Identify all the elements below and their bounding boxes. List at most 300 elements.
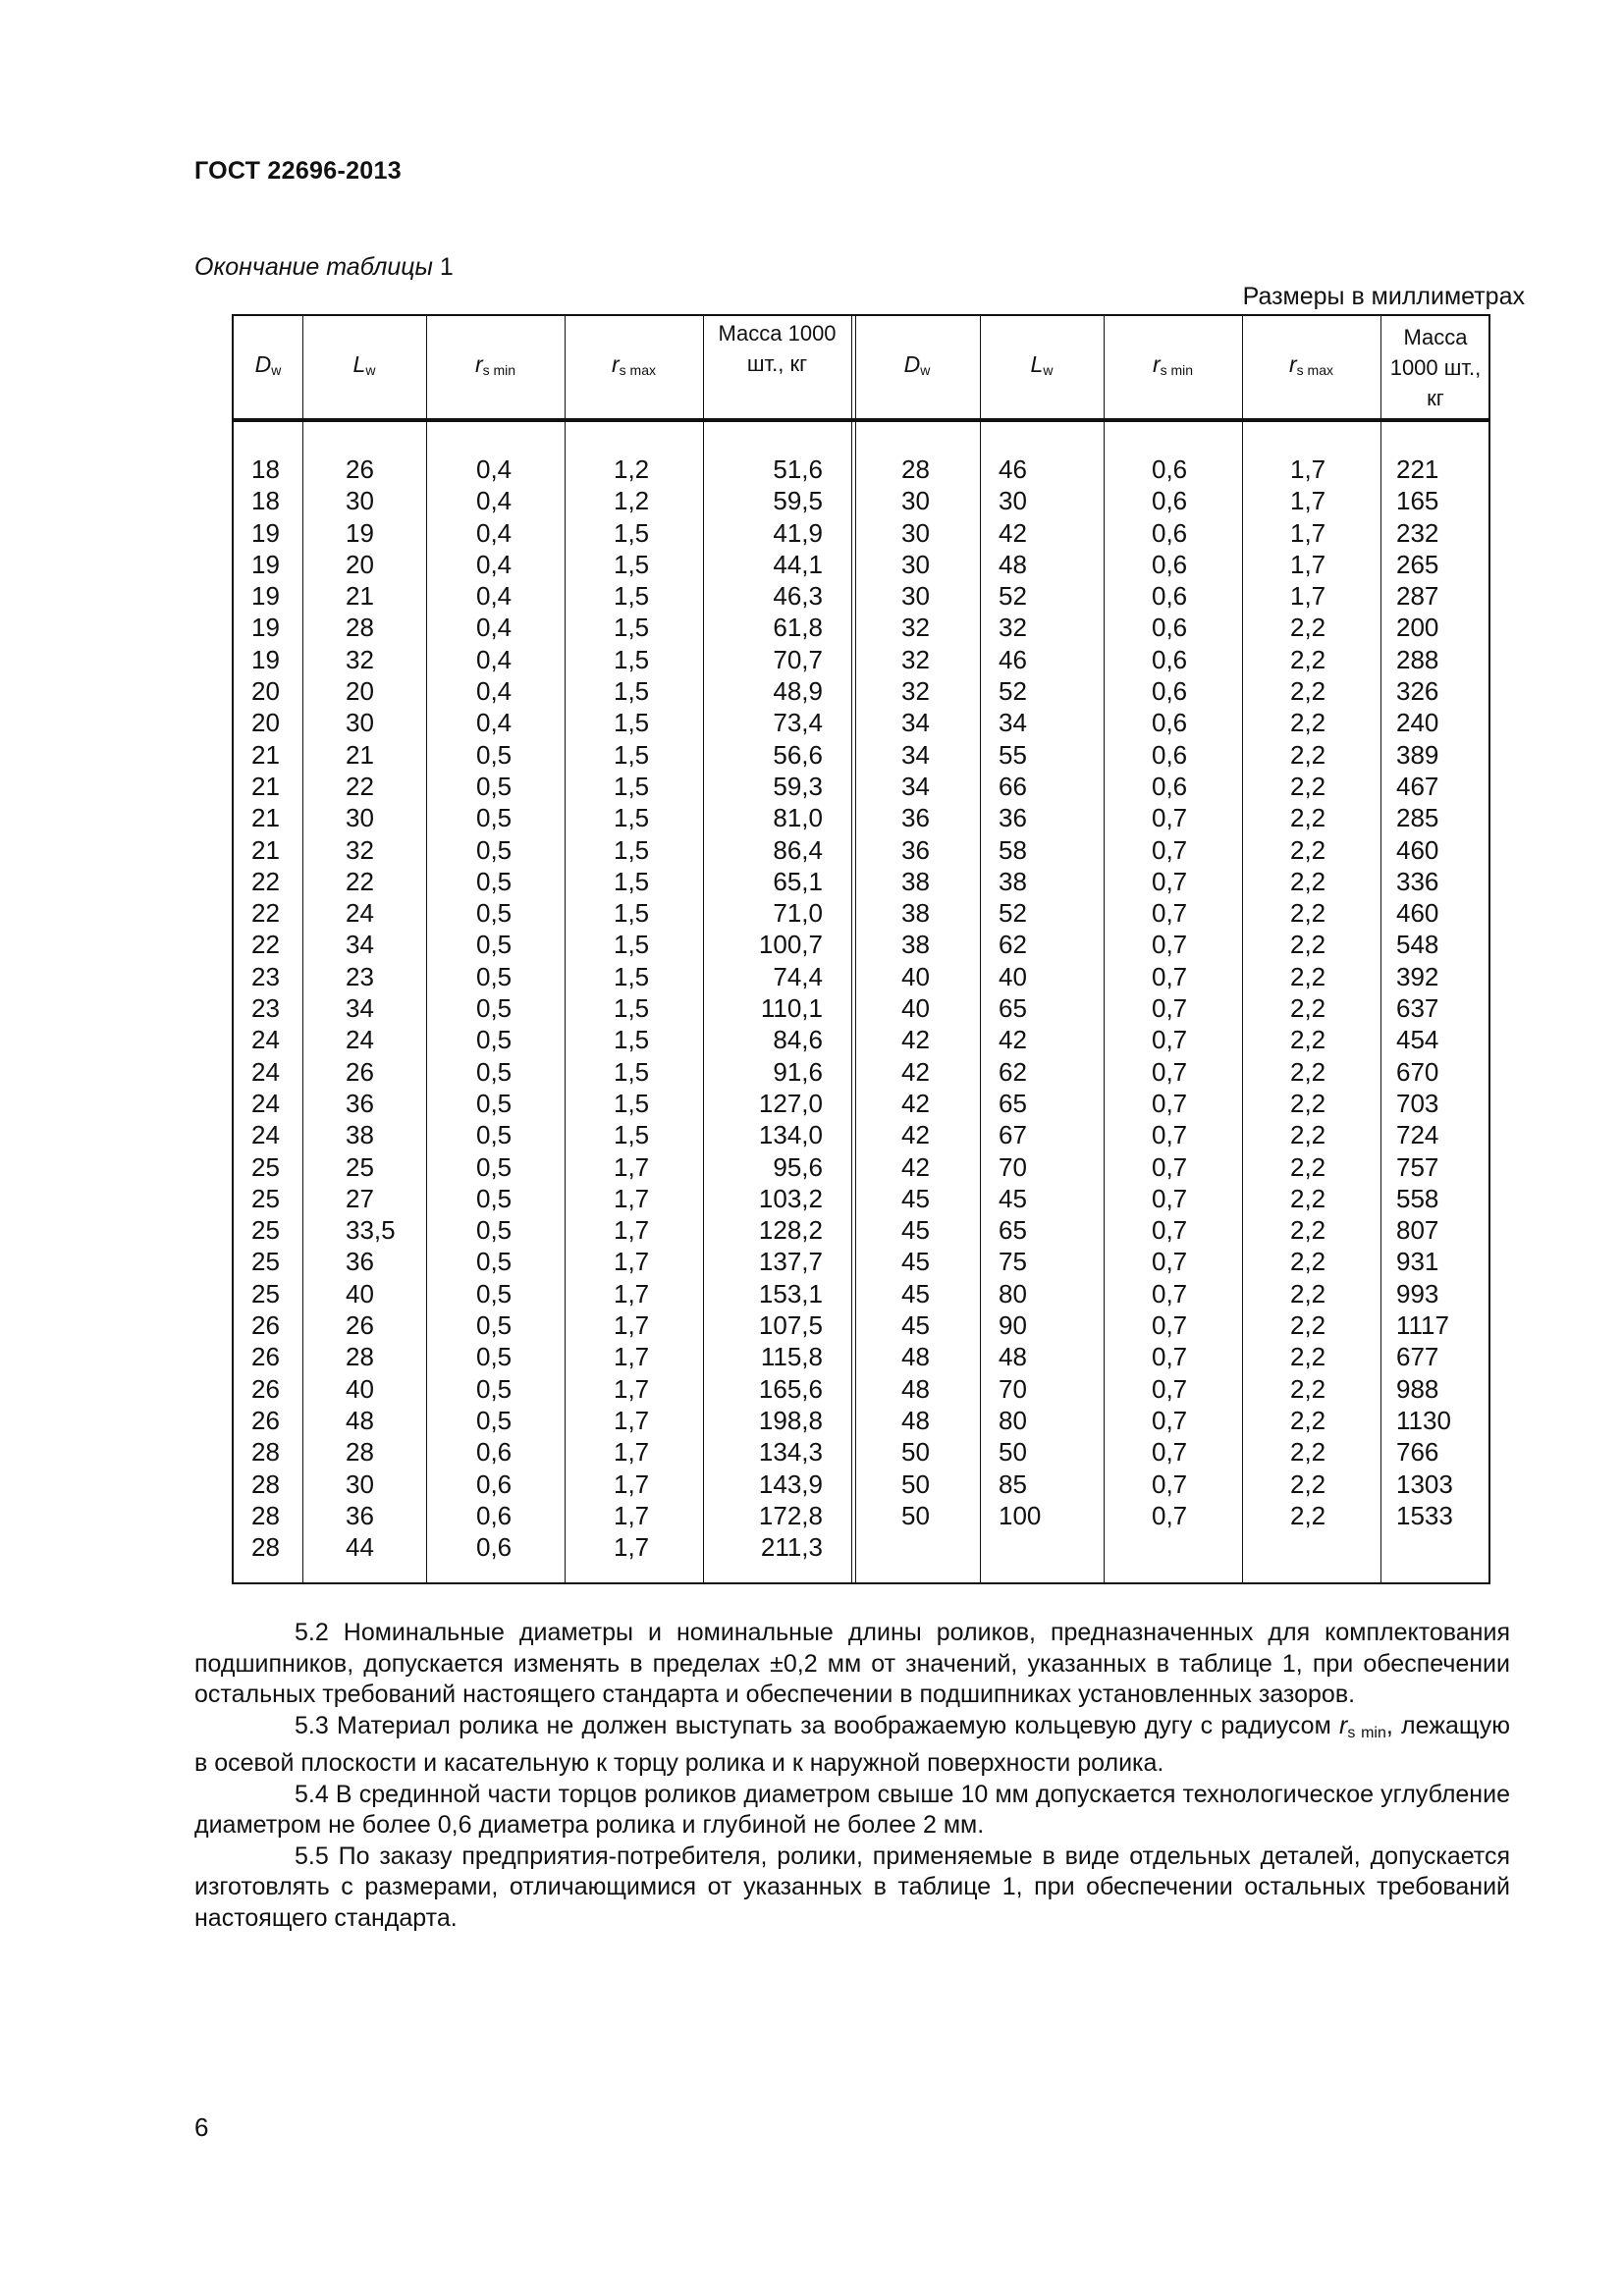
table-cell: 36: [346, 1088, 374, 1118]
table-cell: 103,2: [758, 1183, 823, 1213]
table-cell: 2,2: [1290, 1437, 1326, 1468]
header-rs-max: $r_{s max}$: [611, 350, 656, 378]
table-cell: 28: [251, 1437, 280, 1468]
header-dw-right: $D_w$: [903, 350, 931, 378]
column-mass: [703, 454, 823, 1563]
table-cell: 1,7: [1290, 517, 1326, 548]
table-cell: 34: [346, 993, 374, 1024]
column-divider: [565, 316, 566, 1582]
table-cell: 41,9: [773, 517, 823, 548]
table-cell: 30: [346, 486, 374, 516]
table-cell: 1,7: [1290, 581, 1326, 612]
table-cell: 0,6: [1152, 771, 1188, 801]
table-cell: 86,4: [773, 834, 823, 865]
table-cell: 51,6: [773, 454, 823, 484]
table-cell: 65: [999, 1088, 1027, 1118]
table-cell: 40: [901, 993, 930, 1024]
table-cell: 25: [251, 1278, 280, 1308]
table-cell: 22: [346, 866, 374, 896]
table-cell: 0,7: [1152, 1120, 1188, 1150]
table-cell: 0,7: [1152, 803, 1188, 833]
table-cell: 0,4: [476, 613, 513, 643]
column-divider: [426, 316, 427, 1582]
table-cell: 95,6: [773, 1151, 823, 1182]
table-cell: 2,2: [1290, 803, 1326, 833]
table-cell: 0,6: [1152, 581, 1188, 612]
table-cell: 0,7: [1152, 1215, 1188, 1246]
table-cell: 1,5: [614, 1120, 650, 1150]
table-cell: 32: [901, 644, 930, 674]
column-divider: [1104, 316, 1105, 1582]
table-cell: 0,7: [1152, 1183, 1188, 1213]
table-cell: 28: [251, 1532, 280, 1563]
table-cell: 19: [251, 644, 280, 674]
paragraph-5-2: 5.2 Номинальные диаметры и номинальные длины роликов, предназначенных для комплектования подшипников, допускается изменять в пределах ±0,2 мм от значений, указанных в таблице 1, при обеспечении остальных требований настоящего стандарта и обеспечении в подшипниках установленных зазоров.: [194, 1619, 1510, 1708]
table-cell: 65,1: [773, 866, 823, 896]
table-cell: 0,6: [1152, 676, 1188, 707]
table-cell: 26: [251, 1342, 280, 1372]
table-cell: 30: [346, 708, 374, 738]
table-cell: 59,5: [773, 486, 823, 516]
table-cell: 0,7: [1152, 898, 1188, 929]
column-lw: [346, 454, 424, 1563]
table-cell: 26: [251, 1405, 280, 1435]
table-cell: 21: [251, 803, 280, 833]
table-cell: 1,5: [614, 708, 650, 738]
table-cell: 42: [901, 1088, 930, 1118]
table-cell: 0,4: [476, 454, 513, 484]
table-cell: 200: [1396, 613, 1439, 643]
table-cell: 73,4: [773, 708, 823, 738]
table-cell: 2,2: [1290, 930, 1326, 960]
table-cell: 2,2: [1290, 866, 1326, 896]
table-cell: 0,5: [476, 803, 513, 833]
table-cell: 100,7: [758, 930, 823, 960]
table-cell: 48: [346, 1405, 374, 1435]
table-cell: 24: [251, 1088, 280, 1118]
table-cell: 81,0: [773, 803, 823, 833]
header-rs-min-right: $r_{s min}$: [1152, 350, 1194, 378]
table-cell: 198,8: [758, 1405, 823, 1435]
table-cell: 1303: [1396, 1468, 1453, 1499]
table-cell: 1,2: [614, 454, 650, 484]
table-cell: 18: [251, 486, 280, 516]
table-cell: 20: [346, 676, 374, 707]
table-cell: 757: [1396, 1151, 1439, 1182]
table-cell: 988: [1396, 1373, 1439, 1404]
table-cell: 0,6: [1152, 517, 1188, 548]
table-cell: 931: [1396, 1247, 1439, 1277]
table-cell: 25: [346, 1151, 374, 1182]
table-cell: 25: [251, 1183, 280, 1213]
table-cell: 1533: [1396, 1500, 1453, 1530]
table-cell: 21: [251, 834, 280, 865]
dimensions-table: [232, 314, 1490, 1584]
table-cell: 1,5: [614, 549, 650, 579]
table-cell: 460: [1396, 898, 1439, 929]
table-cell: 107,5: [758, 1310, 823, 1341]
table-cell: 0,5: [476, 1215, 513, 1246]
table-cell: 27: [346, 1183, 374, 1213]
table-cell: 221: [1396, 454, 1439, 484]
table-cell: 1,5: [614, 930, 650, 960]
table-cell: 1,5: [614, 898, 650, 929]
header-dw: $D_w$: [254, 350, 282, 378]
table-cell: 42: [901, 1025, 930, 1055]
table-cell: 34: [901, 771, 930, 801]
table-cell: 26: [251, 1310, 280, 1341]
table-cell: 0,5: [476, 1342, 513, 1372]
table-cell: 0,6: [476, 1532, 513, 1563]
table-cell: 1,5: [614, 803, 650, 833]
table-cell: 32: [346, 644, 374, 674]
table-cell: 0,5: [476, 739, 513, 770]
table-cell: 1,5: [614, 993, 650, 1024]
column-rs-max-right: [1290, 454, 1349, 1531]
table-cell: 1,7: [614, 1500, 650, 1530]
table-cell: 19: [251, 517, 280, 548]
table-cell: 30: [346, 1468, 374, 1499]
table-cell: 74,4: [773, 961, 823, 991]
table-cell: 36: [346, 1247, 374, 1277]
page-number: 6: [194, 2112, 209, 2142]
table-cell: 50: [901, 1468, 930, 1499]
table-cell: 0,7: [1152, 1025, 1188, 1055]
header-lw: $L_w$: [352, 350, 376, 378]
table-cell: 42: [901, 1151, 930, 1182]
table-cell: 993: [1396, 1278, 1439, 1308]
table-cell: 40: [346, 1278, 374, 1308]
table-cell: 0,7: [1152, 1088, 1188, 1118]
table-cell: 389: [1396, 739, 1439, 770]
table-cell: 2,2: [1290, 834, 1326, 865]
header-mass: Масса 1000 шт., кг: [718, 321, 837, 376]
table-cell: 1,7: [1290, 549, 1326, 579]
table-cell: 637: [1396, 993, 1439, 1024]
table-cell: 50: [901, 1437, 930, 1468]
table-cell: 62: [999, 1056, 1027, 1087]
table-cell: 2,2: [1290, 993, 1326, 1024]
column-rs-min: [476, 454, 535, 1563]
table-cell: 134,0: [758, 1120, 823, 1150]
table-cell: 1,5: [614, 834, 650, 865]
table-cell: 0,5: [476, 1183, 513, 1213]
table-cell: 1,5: [614, 613, 650, 643]
table-cell: 40: [346, 1373, 374, 1404]
table-cell: 0,7: [1152, 1468, 1188, 1499]
table-cell: 2,2: [1290, 1278, 1326, 1308]
table-cell: 32: [901, 676, 930, 707]
table-cell: 2,2: [1290, 898, 1326, 929]
table-cell: 56,6: [773, 739, 823, 770]
table-cell: 677: [1396, 1342, 1439, 1372]
table-cell: 22: [346, 771, 374, 801]
table-cell: 21: [346, 581, 374, 612]
table-cell: 30: [346, 803, 374, 833]
table-cell: 0,4: [476, 517, 513, 548]
table-cell: 52: [999, 581, 1027, 612]
table-cell: 80: [999, 1278, 1027, 1308]
table-cell: 20: [251, 708, 280, 738]
table-cell: 30: [901, 581, 930, 612]
table-cell: 45: [901, 1310, 930, 1341]
table-cell: 75: [999, 1247, 1027, 1277]
table-cell: 48: [999, 549, 1027, 579]
table-cell: 36: [901, 803, 930, 833]
table-cell: 21: [251, 771, 280, 801]
document-header: ГОСТ 22696-2013: [194, 157, 402, 185]
table-cell: 19: [251, 613, 280, 643]
table-cell: 143,9: [758, 1468, 823, 1499]
table-cell: 0,5: [476, 1120, 513, 1150]
table-cell: 28: [346, 613, 374, 643]
table-cell: 127,0: [758, 1088, 823, 1118]
table-cell: 20: [346, 549, 374, 579]
table-cell: 153,1: [758, 1278, 823, 1308]
table-cell: 42: [901, 1056, 930, 1087]
table-cell: 22: [251, 898, 280, 929]
table-cell: 80: [999, 1405, 1027, 1435]
column-dw: [251, 454, 300, 1563]
table-cell: 65: [999, 1215, 1027, 1246]
table-cell: 34: [346, 930, 374, 960]
table-cell: 0,7: [1152, 1278, 1188, 1308]
table-cell: 28: [251, 1468, 280, 1499]
column-rs-min-right: [1152, 454, 1211, 1531]
table-half-divider: [851, 316, 856, 1582]
table-cell: 165: [1396, 486, 1439, 516]
table-cell: 42: [901, 1120, 930, 1150]
table-cell: 0,7: [1152, 1056, 1188, 1087]
table-cell: 2,2: [1290, 1215, 1326, 1246]
table-cell: 2,2: [1290, 1120, 1326, 1150]
table-cell: 18: [251, 454, 280, 484]
table-cell: 45: [901, 1247, 930, 1277]
table-cell: 1,2: [614, 486, 650, 516]
table-cell: 19: [251, 549, 280, 579]
table-cell: 2,2: [1290, 613, 1326, 643]
table-cell: 50: [901, 1500, 930, 1530]
table-cell: 1,5: [614, 676, 650, 707]
table-cell: 22: [251, 866, 280, 896]
table-cell: 26: [346, 454, 374, 484]
table-cell: 65: [999, 993, 1027, 1024]
table-cell: 25: [251, 1247, 280, 1277]
table-cell: 232: [1396, 517, 1439, 548]
table-cell: 1,7: [614, 1247, 650, 1277]
table-cell: 0,4: [476, 676, 513, 707]
table-cell: 44,1: [773, 549, 823, 579]
table-cell: 1,7: [1290, 454, 1326, 484]
table-cell: 0,5: [476, 1310, 513, 1341]
table-cell: 52: [999, 898, 1027, 929]
table-cell: 0,7: [1152, 930, 1188, 960]
table-cell: 0,6: [1152, 613, 1188, 643]
header-mass-right: Масса 1000 шт., кг: [1389, 324, 1482, 410]
table-cell: 19: [251, 581, 280, 612]
table-cell: 48: [999, 1342, 1027, 1372]
table-cell: 21: [346, 739, 374, 770]
table-cell: 0,7: [1152, 834, 1188, 865]
table-cell: 1,7: [614, 1437, 650, 1468]
table-cell: 30: [901, 517, 930, 548]
table-cell: 0,5: [476, 930, 513, 960]
table-cell: 1,7: [614, 1342, 650, 1372]
table-cell: 0,5: [476, 1088, 513, 1118]
table-cell: 24: [346, 1025, 374, 1055]
table-cell: 23: [346, 961, 374, 991]
table-cell: 55: [999, 739, 1027, 770]
table-cell: 0,4: [476, 486, 513, 516]
table-cell: 42: [999, 1025, 1027, 1055]
table-cell: 0,5: [476, 993, 513, 1024]
table-cell: 0,6: [1152, 644, 1188, 674]
table-cell: 46: [999, 644, 1027, 674]
table-cell: 0,5: [476, 1056, 513, 1087]
table-cell: 2,2: [1290, 676, 1326, 707]
table-cell: 30: [999, 486, 1027, 516]
table-cell: 23: [251, 993, 280, 1024]
table-cell: 0,7: [1152, 993, 1188, 1024]
table-cell: 0,4: [476, 708, 513, 738]
table-cell: 0,5: [476, 1278, 513, 1308]
header-rs-min: $r_{s min}$: [474, 350, 516, 378]
table-cell: 1,5: [614, 961, 650, 991]
table-cell: 70,7: [773, 644, 823, 674]
table-cell: 25: [251, 1215, 280, 1246]
table-cell: 1,7: [614, 1373, 650, 1404]
table-cell: 1,5: [614, 739, 650, 770]
table-cell: 0,5: [476, 866, 513, 896]
table-cell: 326: [1396, 676, 1439, 707]
paragraph-5-4: 5.4 В срединной части торцов роликов диаметром свыше 10 мм допускается технологическое углубление диаметром не более 0,6 диаметра ролика и глубиной не более 2 мм.: [194, 1780, 1510, 1839]
column-dw-right: [901, 454, 960, 1531]
table-cell: 36: [346, 1500, 374, 1530]
table-cell: 1,5: [614, 1056, 650, 1087]
table-cell: 1,7: [614, 1151, 650, 1182]
table-cell: 38: [901, 866, 930, 896]
table-cell: 48: [901, 1373, 930, 1404]
table-cell: 2,2: [1290, 961, 1326, 991]
table-cell: 48: [901, 1405, 930, 1435]
column-lw-right: [999, 454, 1077, 1531]
table-cell: 0,6: [1152, 739, 1188, 770]
table-cell: 548: [1396, 930, 1439, 960]
table-cell: 2,2: [1290, 1342, 1326, 1372]
table-cell: 670: [1396, 1056, 1439, 1087]
table-cell: 70: [999, 1151, 1027, 1182]
table-cell: 48: [901, 1342, 930, 1372]
table-caption-prefix: Окончание таблицы: [194, 253, 433, 281]
table-cell: 807: [1396, 1215, 1439, 1246]
table-cell: 0,5: [476, 1025, 513, 1055]
table-cell: 0,5: [476, 834, 513, 865]
table-cell: 1,7: [1290, 486, 1326, 516]
table-cell: 0,7: [1152, 866, 1188, 896]
table-cell: 0,4: [476, 581, 513, 612]
table-cell: 0,6: [476, 1500, 513, 1530]
table-cell: 110,1: [760, 993, 823, 1024]
table-cell: 2,2: [1290, 771, 1326, 801]
column-mass-right: [1396, 454, 1475, 1531]
table-cell: 33,5: [346, 1215, 396, 1246]
table-cell: 392: [1396, 961, 1439, 991]
table-cell: 0,6: [1152, 549, 1188, 579]
body-text: [194, 1618, 1510, 1934]
table-cell: 71,0: [773, 898, 823, 929]
header-rs-max-right: $r_{s max}$: [1288, 350, 1333, 378]
table-cell: 558: [1396, 1183, 1439, 1213]
table-cell: 1,7: [614, 1310, 650, 1341]
table-cell: 2,2: [1290, 1405, 1326, 1435]
table-cell: 28: [251, 1500, 280, 1530]
paragraph-5-3: 5.3 Материал ролика не должен выступать за воображаемую кольцевую дугу с радиусом $r_{s min}$, лежащую в осевой плоскости и касательную к торцу ролика и к наружной поверхности ролика.: [194, 1711, 1510, 1777]
column-divider: [1380, 316, 1381, 1582]
table-cell: 0,7: [1152, 1500, 1188, 1530]
table-cell: 50: [999, 1437, 1027, 1468]
table-cell: 2,2: [1290, 708, 1326, 738]
header-separator: [234, 418, 1488, 422]
table-cell: 2,2: [1290, 1183, 1326, 1213]
table-cell: 0,5: [476, 1151, 513, 1182]
table-cell: 336: [1396, 866, 1439, 896]
table-cell: 45: [901, 1183, 930, 1213]
table-cell: 45: [901, 1215, 930, 1246]
table-cell: 32: [346, 834, 374, 865]
table-cell: 1,7: [614, 1183, 650, 1213]
table-cell: 0,4: [476, 549, 513, 579]
table-cell: 1,7: [614, 1468, 650, 1499]
table-cell: 84,6: [773, 1025, 823, 1055]
table-cell: 1130: [1396, 1405, 1451, 1435]
table-cell: 62: [999, 930, 1027, 960]
table-cell: 0,7: [1152, 1151, 1188, 1182]
table-cell: 25: [251, 1151, 280, 1182]
units-note: Размеры в миллиметрах: [1242, 283, 1525, 310]
table-cell: 46,3: [773, 581, 823, 612]
table-cell: 1,5: [614, 1025, 650, 1055]
table-cell: 34: [999, 708, 1027, 738]
table-cell: 36: [901, 834, 930, 865]
table-cell: 0,7: [1152, 1310, 1188, 1341]
table-cell: 1,5: [614, 771, 650, 801]
table-cell: 1,7: [614, 1532, 650, 1563]
table-cell: 2,2: [1290, 739, 1326, 770]
table-cell: 115,8: [760, 1342, 823, 1372]
table-cell: 265: [1396, 549, 1439, 579]
table-cell: 0,4: [476, 644, 513, 674]
table-cell: 2,2: [1290, 1088, 1326, 1118]
table-cell: 66: [999, 771, 1027, 801]
table-caption-number: 1: [439, 253, 454, 281]
table-cell: 0,7: [1152, 1342, 1188, 1372]
table-cell: 100: [999, 1500, 1042, 1530]
table-cell: 2,2: [1290, 1373, 1326, 1404]
table-cell: 0,7: [1152, 1373, 1188, 1404]
table-cell: 467: [1396, 771, 1439, 801]
table-cell: 38: [901, 898, 930, 929]
table-cell: 28: [901, 454, 930, 484]
column-divider: [302, 316, 303, 1582]
table-cell: 172,8: [758, 1500, 823, 1530]
table-cell: 0,6: [476, 1468, 513, 1499]
table-cell: 38: [346, 1120, 374, 1150]
table-cell: 44: [346, 1532, 374, 1563]
table-cell: 1,5: [614, 866, 650, 896]
table-cell: 2,2: [1290, 1310, 1326, 1341]
table-cell: 1,5: [614, 517, 650, 548]
table-cell: 0,5: [476, 771, 513, 801]
